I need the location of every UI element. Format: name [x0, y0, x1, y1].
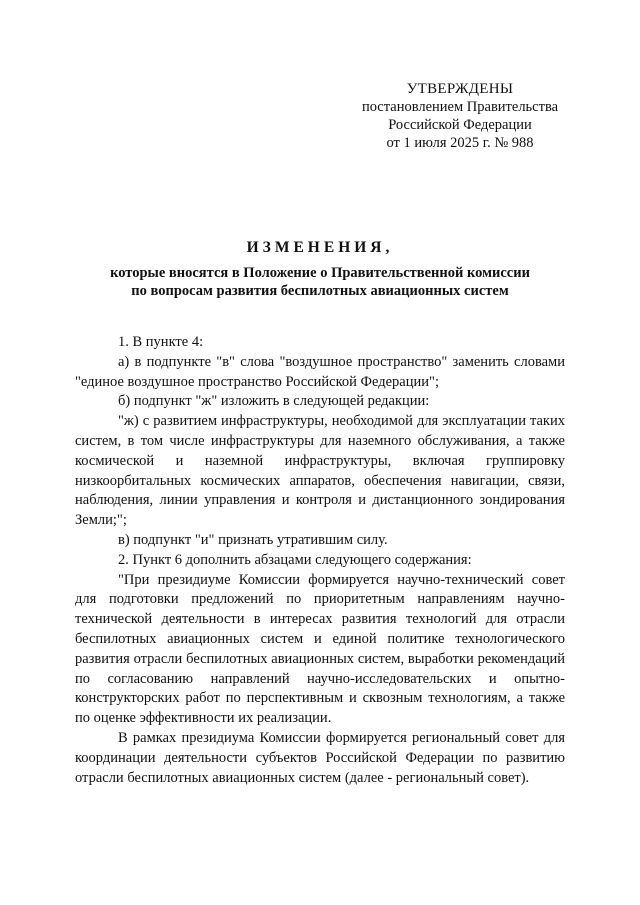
approval-line-3: от 1 июля 2025 г. № 988: [386, 135, 534, 151]
approval-block: [340, 80, 580, 152]
document-body: [75, 333, 565, 788]
approval-line-1: постановлением Правительства: [361, 99, 559, 115]
document-heading: [60, 238, 580, 300]
paragraph-item-1b: б) подпункт "ж" изложить в следующей редакции:: [118, 393, 430, 410]
paragraph-item-2-text-1: "При президиуме Комиссии формируется научно-технический совет для подготовки предложений по приоритетным направлениям научно-технической деятельности в интересах развития технологий для отрасли беспилотных авиационных систем и единой политике технологического развития отрасли беспилотных авиационных систем, выработки рекомендаций по согласованию направлений научно-исследовательских и опытно-конструкторских работ по перспективным и сквозным технологиям, а также по оценке эффективности их реализации.: [75, 571, 565, 727]
paragraph-item-1c: в) подпункт "и" признать утратившим силу.: [118, 531, 388, 548]
approval-title: УТВЕРЖДЕНЫ: [406, 81, 514, 97]
document-subtitle-line-1: которые вносятся в Положение о Правительственной комиссии: [110, 265, 530, 281]
paragraph-item-1a: а) в подпункте "в" слова "воздушное пространство" заменить словами "единое воздушное пространство Российской Федерации";: [75, 353, 565, 390]
paragraph-item-1: 1. В пункте 4:: [118, 334, 204, 350]
document-title: ИЗМЕНЕНИЯ,: [246, 239, 394, 256]
paragraph-item-2-text-2: В рамках президиума Комиссии формируется региональный совет для координации деятельности субъектов Российской Федерации по развитию отрасли беспилотных авиационных систем (далее - региональный совет).: [75, 729, 565, 786]
document-subtitle-line-2: по вопросам развития беспилотных авиационных систем: [131, 283, 509, 299]
approval-line-2: Российской Федерации: [388, 117, 532, 133]
paragraph-item-1b-text: "ж) с развитием инфраструктуры, необходимой для эксплуатации таких систем, в том числе инфраструктуры для наземного обслуживания, а также космической и наземной инфраструктуры, включая группировку низкоорбитальных космических аппаратов, обеспечения навигации, связи, наблюдения, линии управления и контроля и дистанционного зондирования Земли;";: [75, 413, 565, 529]
paragraph-item-2: 2. Пункт 6 дополнить абзацами следующего содержания:: [118, 551, 472, 568]
